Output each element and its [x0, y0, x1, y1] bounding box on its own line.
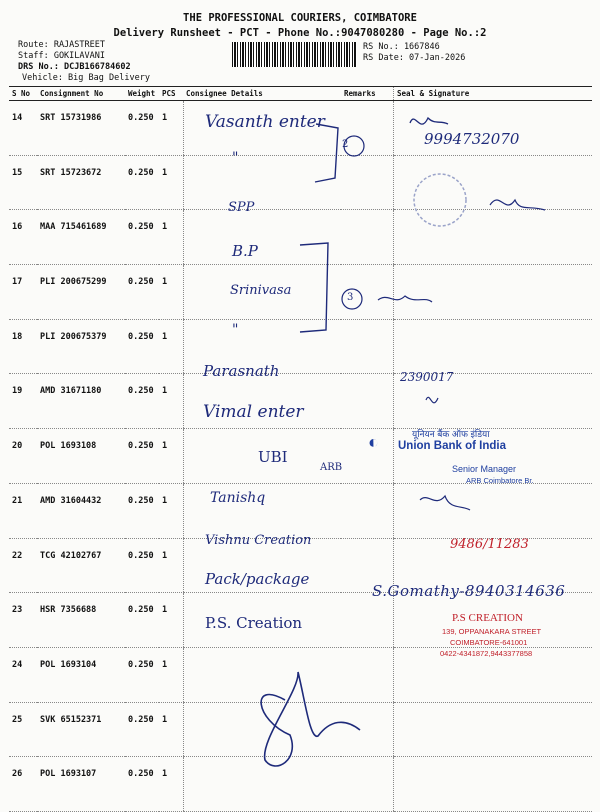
pcs: 1 — [159, 319, 183, 374]
sno: 22 — [9, 538, 37, 593]
stamp-branch: ARB Coimbatore Br. — [466, 476, 534, 485]
col-weight: Weight — [125, 87, 159, 101]
weight: 0.250 — [125, 319, 159, 374]
signature-phone: 9486/11283 — [450, 537, 529, 552]
sno: 16 — [9, 210, 37, 265]
consignment-no: MAA 715461689 — [37, 210, 125, 265]
union-bank-logo-icon: ◐ — [368, 432, 379, 452]
pcs: 1 — [159, 101, 183, 156]
sno: 21 — [9, 483, 37, 538]
sno: 18 — [9, 319, 37, 374]
stamp-phone: 0422-4341872,9443377858 — [440, 649, 533, 658]
pcs: 1 — [159, 265, 183, 320]
handwritten-ditto: " — [232, 322, 239, 338]
weight: 0.250 — [125, 702, 159, 757]
col-consignee: Consignee Details — [183, 87, 341, 101]
rs-date: RS Date: 07-Jan-2026 — [363, 53, 466, 63]
stamp-company-name: P.S CREATION — [452, 612, 523, 624]
pcs: 1 — [159, 757, 183, 812]
drs-label: DRS No.: DCJB166784602 — [18, 62, 131, 72]
rs-number: RS No.: 1667846 — [363, 42, 440, 52]
sno: 25 — [9, 702, 37, 757]
remark-count: 3 — [347, 292, 354, 303]
col-seal: Seal & Signature — [394, 87, 593, 101]
sno: 26 — [9, 757, 37, 812]
vehicle-label: Vehicle: Big Bag Delivery — [22, 73, 150, 83]
sno: 17 — [9, 265, 37, 320]
weight: 0.250 — [125, 101, 159, 156]
sno: 23 — [9, 593, 37, 648]
pcs: 1 — [159, 538, 183, 593]
signature-name-phone: S.Gomathy-8940314636 — [372, 582, 566, 600]
consignment-no: SRT 15731986 — [37, 101, 125, 156]
sno: 20 — [9, 429, 37, 484]
pcs: 1 — [159, 647, 183, 702]
signature-date: 2390017 — [400, 370, 454, 384]
company-title: THE PROFESSIONAL COURIERS, COIMBATORE — [183, 12, 417, 24]
handwritten-consignee: Srinivasa — [230, 283, 292, 298]
signature-phone: 9994732070 — [424, 130, 520, 148]
consignment-no: POL 1693104 — [37, 647, 125, 702]
weight: 0.250 — [125, 483, 159, 538]
handwritten-ditto: " — [232, 150, 239, 166]
col-sno: S No — [9, 87, 37, 101]
stamp-role: Senior Manager — [452, 464, 517, 474]
col-consignment: Consignment No — [37, 87, 125, 101]
handwritten-consignee: Pack/package — [205, 570, 310, 588]
runsheet-title: Delivery Runsheet - PCT - Phone No.:9047080280 - Page No.:2 — [113, 27, 487, 39]
sno: 14 — [9, 101, 37, 156]
sno: 15 — [9, 155, 37, 210]
consignment-no: HSR 7356688 — [37, 593, 125, 648]
consignment-no: AMD 31604432 — [37, 483, 125, 538]
sno: 24 — [9, 647, 37, 702]
pcs: 1 — [159, 210, 183, 265]
handwritten-consignee: UBI — [258, 448, 288, 466]
consignment-no: POL 1693108 — [37, 429, 125, 484]
consignment-no: SRT 15723672 — [37, 155, 125, 210]
staff-label: Staff: GOKILAVANI — [18, 51, 105, 61]
handwritten-consignee: Tanishq — [210, 490, 266, 506]
pcs: 1 — [159, 155, 183, 210]
weight: 0.250 — [125, 429, 159, 484]
handwritten-consignee: SPP — [228, 200, 255, 215]
weight: 0.250 — [125, 757, 159, 812]
sno: 19 — [9, 374, 37, 429]
route-label: Route: RAJASTREET — [18, 40, 105, 50]
weight: 0.250 — [125, 593, 159, 648]
col-remarks: Remarks — [341, 87, 394, 101]
weight: 0.250 — [125, 265, 159, 320]
handwritten-consignee: Parasnath — [203, 362, 280, 380]
weight: 0.250 — [125, 374, 159, 429]
pcs: 1 — [159, 374, 183, 429]
consignment-no: PLI 200675299 — [37, 265, 125, 320]
consignment-no: PLI 200675379 — [37, 319, 125, 374]
weight: 0.250 — [125, 155, 159, 210]
consignment-no: SVK 65152371 — [37, 702, 125, 757]
handwritten-consignee: Vishnu Creation — [205, 533, 312, 548]
stamp-address: 139, OPPANAKARA STREET — [442, 627, 542, 636]
pcs: 1 — [159, 483, 183, 538]
handwritten-consignee: Vasanth enter — [205, 112, 325, 132]
weight: 0.250 — [125, 538, 159, 593]
handwritten-consignee: ARB — [320, 462, 343, 473]
handwritten-consignee: P.S. Creation — [205, 614, 303, 632]
stamp-bank-hindi: यूनियन बैंक ऑफ इंडिया — [412, 429, 490, 439]
stamp-bank-name: Union Bank of India — [398, 440, 506, 452]
remark-count: 2 — [342, 139, 349, 150]
pcs: 1 — [159, 429, 183, 484]
weight: 0.250 — [125, 647, 159, 702]
consignment-no: TCG 42102767 — [37, 538, 125, 593]
handwritten-consignee: Vimal enter — [203, 402, 304, 422]
pcs: 1 — [159, 593, 183, 648]
col-pcs: PCS — [159, 87, 183, 101]
weight: 0.250 — [125, 210, 159, 265]
handwritten-consignee: B.P — [232, 242, 258, 260]
consignment-no: POL 1693107 — [37, 757, 125, 812]
stamp-city: COIMBATORE-641001 — [450, 638, 528, 647]
pcs: 1 — [159, 702, 183, 757]
consignment-no: AMD 31671180 — [37, 374, 125, 429]
